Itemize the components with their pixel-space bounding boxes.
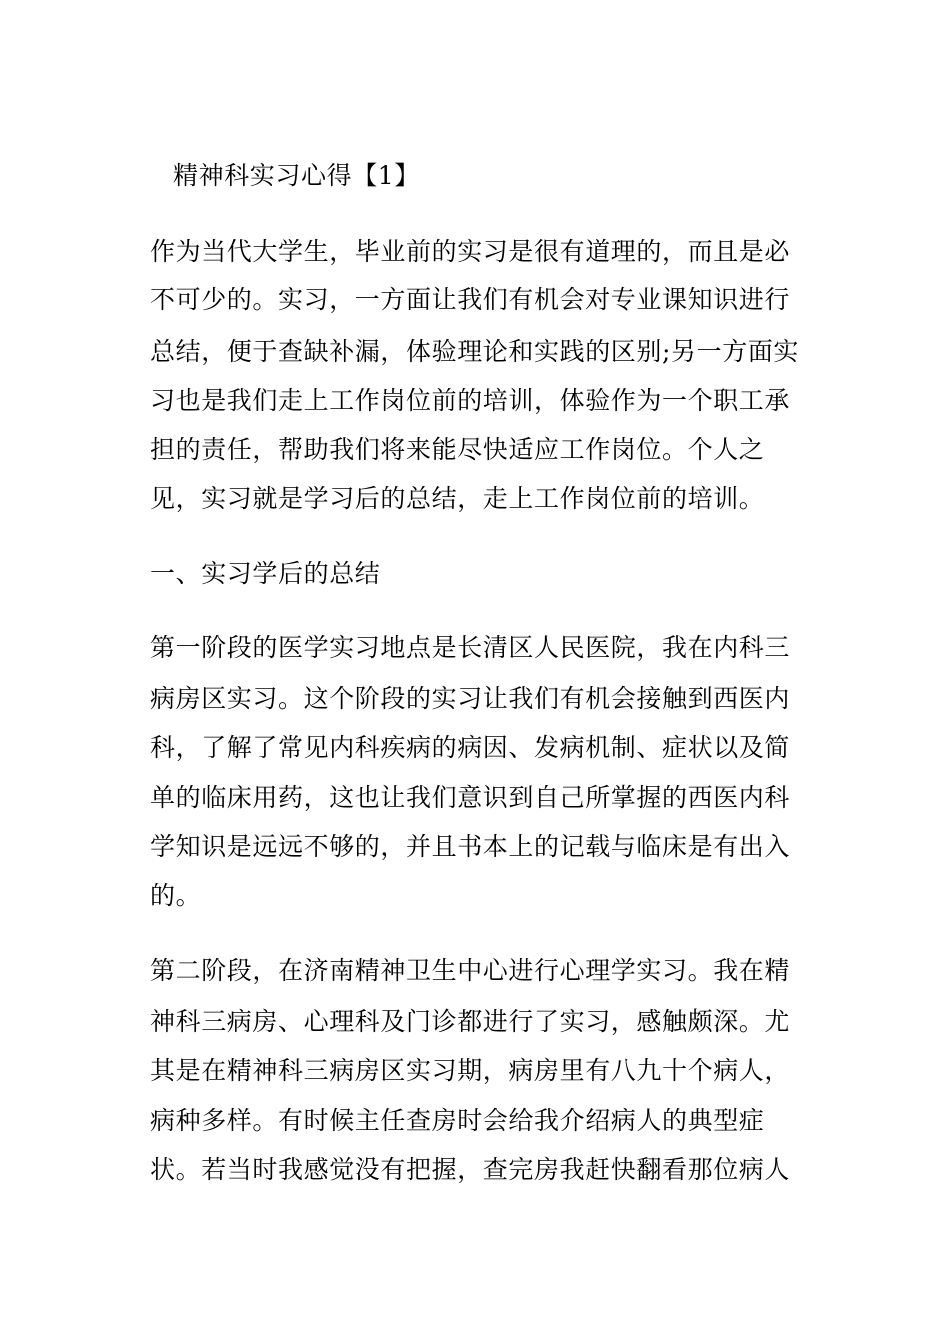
paragraph-1-line-4: 习也是我们走上工作岗位前的培训，体验作为一个职工承	[150, 386, 791, 415]
paragraph-3-line-6: 的。	[150, 881, 202, 910]
paragraph-1-line-1: 作为当代大学生，毕业前的实习是很有道理的，而且是必	[150, 237, 791, 266]
paragraph-4-line-5: 状。若当时我感觉没有把握，查完房我赶快翻看那位病人	[150, 1155, 791, 1184]
paragraph-1-line-6: 见，实习就是学习后的总结，走上工作岗位前的培训。	[150, 484, 765, 513]
paragraph-3-line-4: 单的临床用药，这也让我们意识到自己所掌握的西医内科	[150, 783, 791, 812]
paragraph-3-line-5: 学知识是远远不够的，并且书本上的记载与临床是有出入	[150, 832, 791, 861]
paragraph-4-line-3: 其是在精神科三病房区实习期，病房里有八九十个病人，	[150, 1056, 791, 1085]
paragraph-4-line-4: 病种多样。有时候主任查房时会给我介绍病人的典型症	[150, 1106, 765, 1135]
paragraph-4-line-2: 神科三病房、心理科及门诊都进行了实习，感触颇深。尤	[150, 1007, 791, 1036]
paragraph-3-line-1: 第一阶段的医学实习地点是长清区人民医院，我在内科三	[150, 633, 791, 662]
paragraph-1-line-3: 总结，便于查缺补漏，体验理论和实践的区别;另一方面实	[150, 337, 800, 366]
section-heading: 一、实习学后的总结	[150, 559, 381, 588]
paragraph-4-line-1: 第二阶段，在济南精神卫生中心进行心理学实习。我在精	[150, 956, 791, 985]
paragraph-1-line-5: 担的责任，帮助我们将来能尽快适应工作岗位。个人之	[150, 435, 765, 464]
paragraph-3-line-2: 病房区实习。这个阶段的实习让我们有机会接触到西医内	[150, 684, 791, 713]
paragraph-3-line-3: 科，了解了常见内科疾病的病因、发病机制、症状以及简	[150, 733, 791, 762]
paragraph-1-line-2: 不可少的。实习，一方面让我们有机会对专业课知识进行	[150, 285, 791, 314]
document-title: 精神科实习心得【1】	[173, 161, 420, 190]
